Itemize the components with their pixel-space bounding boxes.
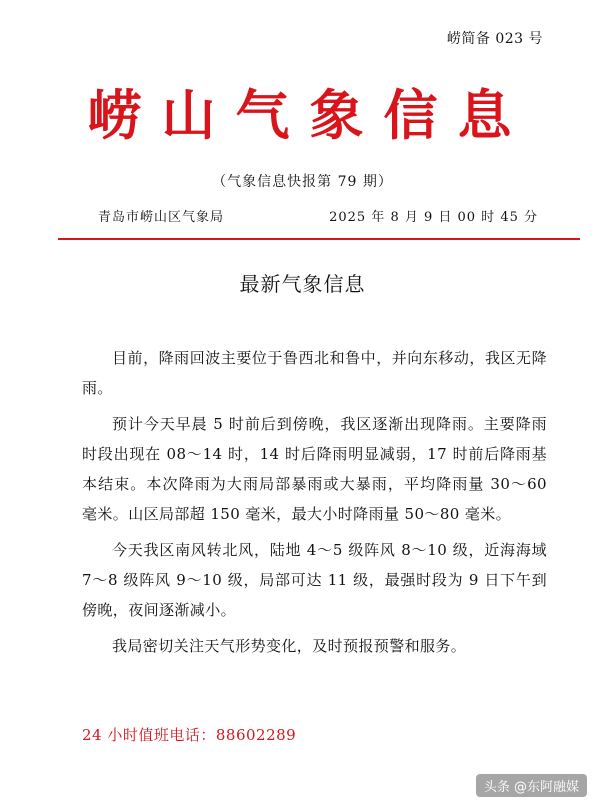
source-watermark: 头条 @东阿融媒 bbox=[476, 774, 587, 797]
issue-datetime: 2025 年 8 月 9 日 00 时 45 分 bbox=[329, 210, 538, 225]
paragraph-current-conditions: 目前，降雨回波主要位于鲁西北和鲁中，并向东移动，我区无降雨。 bbox=[82, 349, 547, 397]
masthead-title: 崂山气象信息 bbox=[87, 83, 532, 147]
article-headline: 最新气象信息 bbox=[239, 272, 366, 296]
duty-hotline: 24 小时值班电话：88602289 bbox=[82, 726, 297, 744]
issuing-bureau: 青岛市崂山区气象局 bbox=[98, 210, 225, 225]
article-body bbox=[82, 343, 547, 667]
paragraph-rain-forecast: 预计今天早晨 5 时前后到傍晚，我区逐渐出现降雨。主要降雨时段出现在 08～14 时，14 时后降雨明显减弱，17 时前后降雨基本结束。本次降雨为大雨局部暴雨或大暴雨，平均降雨量 30～60 毫米。山区局部超 150 毫米，最大小时降雨量 50～80 毫米。 bbox=[82, 415, 547, 523]
paragraph-wind-forecast: 今天我区南风转北风，陆地 4～5 级阵风 8～10 级，近海海域 7～8 级阵风 9～10 级，局部可达 11 级，最强时段为 9 日下午到傍晚，夜间逐渐减小。 bbox=[82, 541, 547, 619]
filing-number: 崂简备 023 号 bbox=[446, 31, 543, 47]
header-divider bbox=[58, 238, 580, 240]
issue-line: （气象信息快报第 79 期） bbox=[212, 174, 393, 190]
paragraph-service-note: 我局密切关注天气形势变化，及时预报预警和服务。 bbox=[112, 637, 467, 655]
